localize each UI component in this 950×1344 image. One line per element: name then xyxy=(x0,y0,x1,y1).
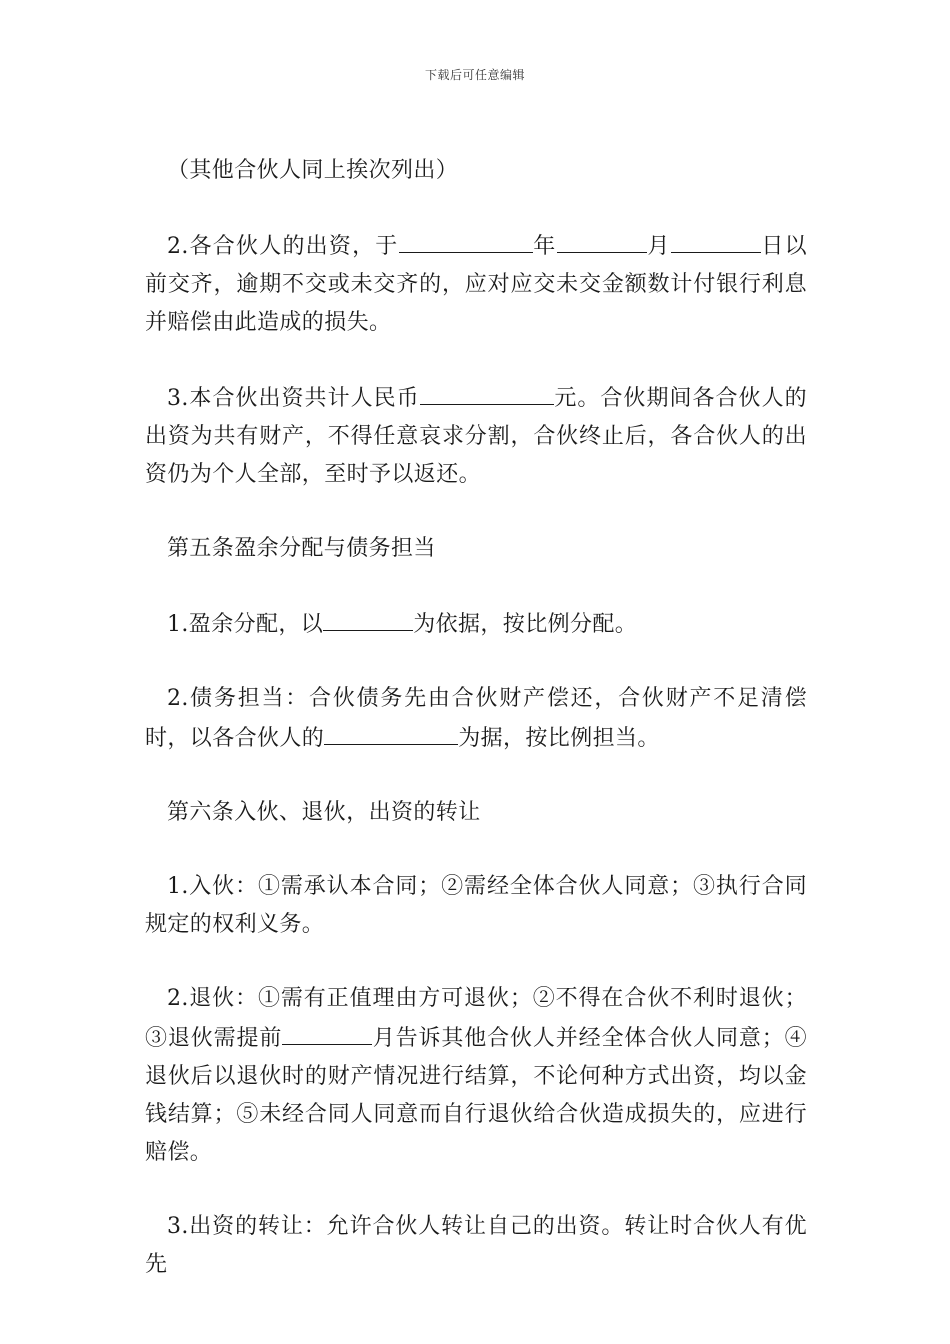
text-segment: 为依据，按比例分配。 xyxy=(413,612,638,637)
text-segment: 元。合伙期间各合伙人的出资为共有财产，不得任意哀求分割，合伙终止后，各合伙人的出资仍为个人全部，至时予以返还。 xyxy=(145,386,808,487)
paragraph-total-contribution xyxy=(145,378,807,494)
text-segment: 3.本合伙出资共计人民币 xyxy=(167,386,420,411)
page-header: 下载后可任意编辑 xyxy=(424,68,525,82)
blank-basis-debt xyxy=(324,718,458,745)
paragraph-debt-liability xyxy=(145,680,807,758)
text-segment: 日以前交齐，逾期不交或未交齐的，应对应交未交金额数计付银行利息并赔偿由此造成的损失。 xyxy=(145,234,807,335)
text-segment: 月 xyxy=(646,234,671,259)
text-segment: 年 xyxy=(532,234,557,259)
blank-amount xyxy=(420,378,554,405)
text-segment: 2.退伙：①需有正值理由方可退伙；②不得在合伙不利时退伙；③退伙需提前 xyxy=(145,986,807,1051)
article-5-heading: 第五条盈余分配与债务担当 xyxy=(167,536,436,561)
blank-year xyxy=(399,226,533,253)
blank-day xyxy=(671,226,761,253)
text-segment: 2.债务担当：合伙债务先由合伙财产偿还，合伙财产不足清偿时，以各合伙人的 xyxy=(145,686,807,751)
document-body xyxy=(145,152,807,1320)
article-6-heading: 第六条入伙、退伙，出资的转让 xyxy=(167,800,481,825)
paragraph-withdrawal xyxy=(145,980,807,1172)
text-segment: 为据，按比例担当。 xyxy=(458,726,660,751)
blank-months xyxy=(282,1018,372,1045)
paragraph-admission: 1.入伙：①需承认本合同；②需经全体合伙人同意；③执行合同规定的权利义务。 xyxy=(145,874,807,937)
paragraph-partner-list-note: （其他合伙人同上挨次列出） xyxy=(167,158,459,183)
paragraph-contribution-deadline xyxy=(145,226,807,342)
text-segment: 1.盈余分配，以 xyxy=(167,612,324,637)
text-segment: 2.各合伙人的出资，于 xyxy=(167,234,399,259)
text-segment: 月告诉其他合伙人并经全体合伙人同意；④退伙后以退伙时的财产情况进行结算，不论何种方式出资，均以金钱结算；⑤未经合同人同意而自行退伙给合伙造成损失的，应进行赔偿。 xyxy=(145,1026,807,1165)
blank-month xyxy=(557,226,647,253)
paragraph-profit-distribution xyxy=(145,604,807,644)
blank-basis xyxy=(323,604,413,631)
paragraph-transfer: 3.出资的转让：允许合伙人转让自己的出资。转让时合伙人有优先 xyxy=(145,1214,807,1277)
